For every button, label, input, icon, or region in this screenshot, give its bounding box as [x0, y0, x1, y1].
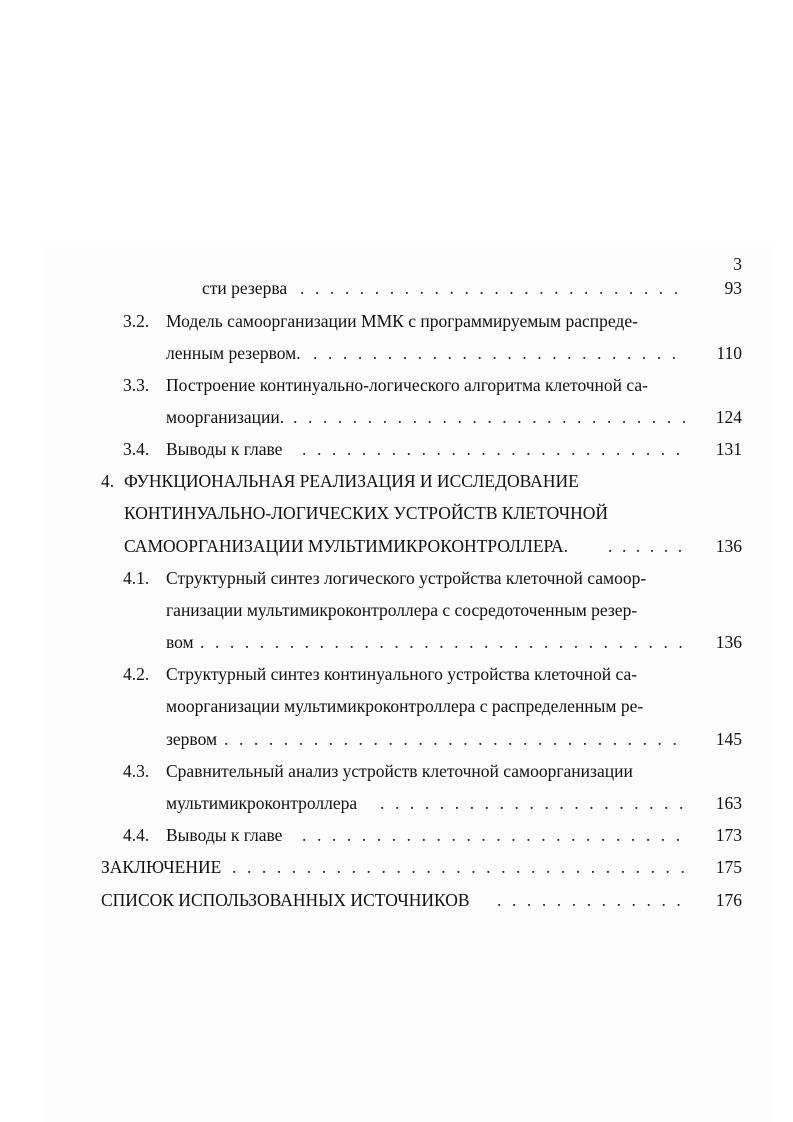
toc-4-4-line1: Выводы к главе — [166, 825, 283, 845]
toc-4-4-page: 173 — [715, 825, 742, 845]
toc-leader-dots — [302, 437, 688, 461]
toc-4-2-line2: моорганизации мультимикроконтроллера с распределенным ре- — [166, 696, 644, 716]
toc-references-page: 176 — [715, 890, 742, 910]
toc-3-2-number: 3.2. — [123, 311, 150, 331]
toc-4-3-line1: Сравнительный анализ устройств клеточной самоорганизации — [166, 761, 633, 781]
toc-leader-dots — [293, 405, 688, 429]
toc-leader-dots — [300, 276, 688, 300]
toc-4-2-page: 145 — [715, 729, 742, 749]
toc-4-1-line3: вом — [166, 632, 194, 652]
toc-3-4-page: 131 — [715, 439, 742, 459]
toc-3-4-line1: Выводы к главе — [166, 439, 283, 459]
toc-3-2-line2: ленным резервом. — [166, 343, 301, 363]
toc-continuation-page: 93 — [724, 278, 742, 298]
toc-3-4-number: 3.4. — [123, 439, 150, 459]
toc-ch4-page: 136 — [715, 536, 742, 556]
toc-4-1-line1: Структурный синтез логического устройства клеточной самоор- — [166, 568, 647, 588]
toc-ch4-line1: ФУНКЦИОНАЛЬНАЯ РЕАЛИЗАЦИЯ И ИССЛЕДОВАНИЕ — [124, 471, 579, 491]
toc-ch4-number: 4. — [101, 471, 115, 491]
toc-leader-dots — [380, 791, 688, 815]
toc-4-4-number: 4.4. — [123, 825, 150, 845]
toc-conclusion-page: 175 — [715, 857, 742, 877]
toc-leader-dots — [497, 888, 688, 912]
toc-conclusion-title: ЗАКЛЮЧЕНИЕ — [101, 857, 222, 877]
toc-4-3-number: 4.3. — [123, 761, 150, 781]
toc-references-title: СПИСОК ИСПОЛЬЗОВАННЫХ ИСТОЧНИКОВ — [101, 890, 470, 910]
toc-leader-dots — [232, 855, 688, 879]
toc-3-3-number: 3.3. — [123, 375, 150, 395]
toc-3-3-page: 124 — [715, 407, 742, 427]
toc-continuation-text: сти резерва — [202, 278, 288, 298]
toc-leader-dots — [224, 727, 688, 751]
toc-4-3-line2: мультимикроконтроллера — [166, 793, 358, 813]
toc-4-2-number: 4.2. — [123, 664, 150, 684]
toc-ch4-line2: КОНТИНУАЛЬНО-ЛОГИЧЕСКИХ УСТРОЙСТВ КЛЕТОЧНОЙ — [124, 503, 609, 523]
toc-ch4-line3: САМООРГАНИЗАЦИИ МУЛЬТИМИКРОКОНТРОЛЛЕРА. — [124, 536, 569, 556]
toc-4-2-line1: Структурный синтез континуального устройства клеточной са- — [166, 664, 638, 684]
toc-3-2-page: 110 — [716, 343, 742, 363]
toc-3-3-line1: Построение континуально-логического алгоритма клеточной са- — [166, 375, 648, 395]
toc-leader-dots — [200, 630, 688, 654]
toc-4-1-page: 136 — [715, 632, 742, 652]
toc-leader-dots — [608, 534, 688, 558]
toc-4-3-page: 163 — [715, 793, 742, 813]
toc-4-1-number: 4.1. — [123, 568, 150, 588]
toc-leader-dots — [302, 823, 688, 847]
toc-4-1-line2: ганизации мультимикроконтроллера с сосредоточенным резер- — [166, 600, 638, 620]
toc-leader-dots — [313, 341, 688, 365]
toc-3-2-line1: Модель самоорганизации ММК с программируемым распреде- — [166, 311, 638, 331]
page-number: 3 — [733, 254, 742, 274]
toc-4-2-line3: зервом — [166, 729, 218, 749]
toc-3-3-line2: моорганизации. — [166, 407, 285, 427]
